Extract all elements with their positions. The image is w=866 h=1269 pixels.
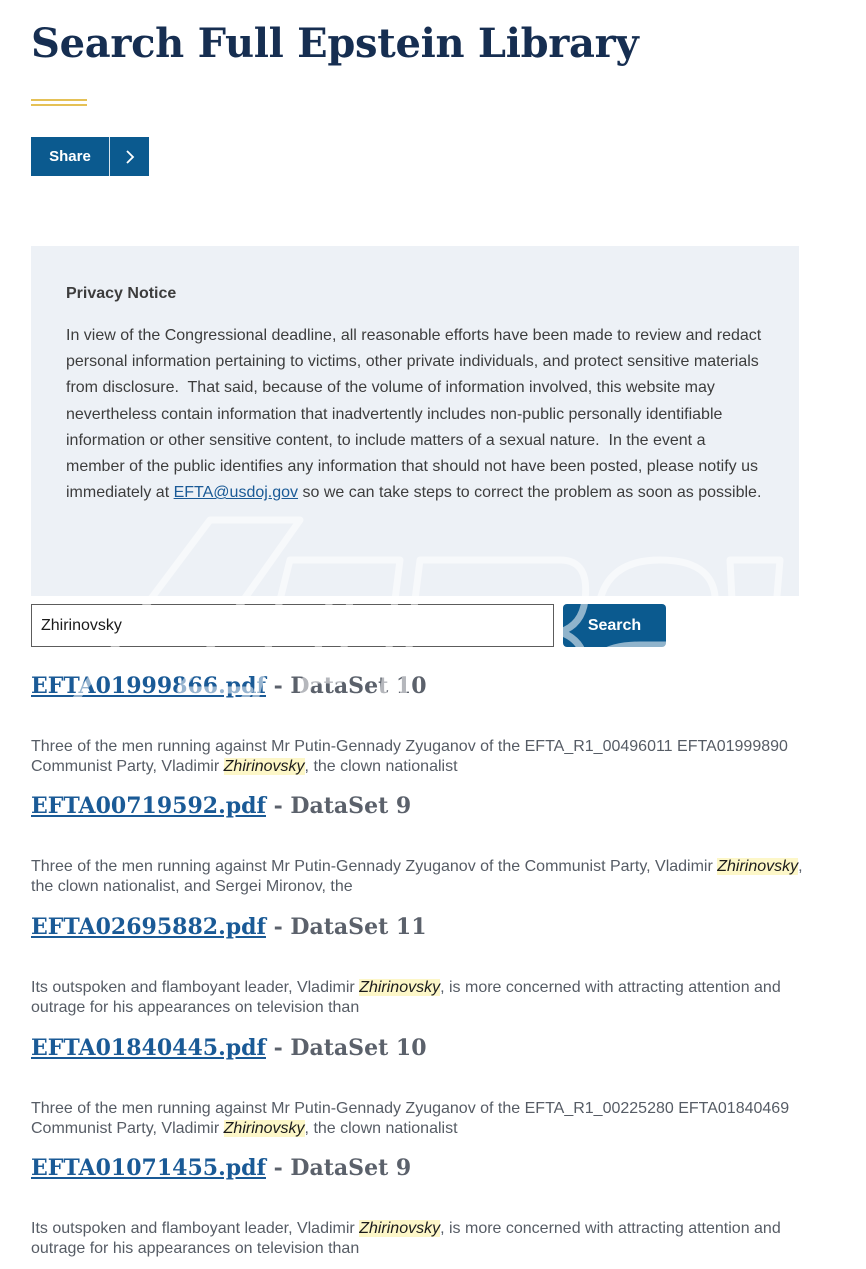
title-accent-rule <box>31 99 87 108</box>
result-item <box>31 671 821 777</box>
result-heading <box>31 791 821 821</box>
snippet-text: , is more concerned with attracting attention and outrage for his appearances on television than <box>31 1220 781 1257</box>
privacy-email-link[interactable]: EFTA@usdoj.gov <box>173 484 299 502</box>
snippet-highlight: Zhirinovsky <box>359 1220 441 1237</box>
result-snippet <box>31 1099 821 1139</box>
result-file-link[interactable]: EFTA01840445.pdf <box>31 1035 266 1061</box>
snippet-highlight: Zhirinovsky <box>223 758 305 775</box>
snippet-highlight: Zhirinovsky <box>223 1120 305 1137</box>
result-item <box>31 1033 821 1139</box>
share-divider <box>109 137 110 176</box>
share-label: Share <box>49 148 91 165</box>
chevron-right-icon <box>110 137 149 176</box>
result-snippet <box>31 737 821 777</box>
search-input[interactable] <box>31 604 554 647</box>
result-item <box>31 912 821 1018</box>
snippet-text: , the clown nationalist, and Sergei Mironov, the <box>31 858 803 895</box>
snippet-highlight: Zhirinovsky <box>717 858 799 875</box>
privacy-notice <box>31 246 799 596</box>
result-snippet <box>31 1219 821 1259</box>
privacy-notice-title: Privacy Notice <box>66 285 177 302</box>
result-heading <box>31 1033 821 1063</box>
snippet-text: , the clown nationalist <box>304 1120 458 1137</box>
snippet-text: Its outspoken and flamboyant leader, Vladimir <box>31 1220 360 1237</box>
result-snippet <box>31 978 821 1018</box>
result-dataset: - DataSet 10 <box>265 1035 427 1061</box>
result-dataset: - DataSet 9 <box>265 793 412 819</box>
result-file-link[interactable]: EFTA00719592.pdf <box>31 793 266 819</box>
snippet-text: , the clown nationalist <box>304 758 458 775</box>
result-file-link[interactable]: EFTA01071455.pdf <box>31 1155 266 1181</box>
result-heading <box>31 912 821 942</box>
result-item <box>31 1153 821 1259</box>
result-dataset: - DataSet 10 <box>265 673 427 699</box>
privacy-notice-text <box>66 323 764 506</box>
privacy-text-part: so we can take steps to correct the problem as soon as possible. <box>298 484 762 502</box>
result-heading <box>31 1153 821 1183</box>
snippet-highlight: Zhirinovsky <box>359 979 441 996</box>
page-title: Search Full Epstein Library <box>31 20 639 67</box>
result-dataset: - DataSet 11 <box>265 914 427 940</box>
result-file-link[interactable]: EFTA01999866.pdf <box>31 673 266 699</box>
privacy-text-part: In view of the Congressional deadline, all reasonable efforts have been made to review and redact personal information pertaining to victims, other private individuals, and protect sensitive materials from disclosure. That said, because of the volume of information involved, this website may nevertheless contain information that inadvertently includes non-public personally identifiable information or other sensitive content, to include matters of a sexual nature. In the event a member of the public identifies any information that should not have been posted, please notify us immediately at <box>66 327 762 502</box>
snippet-text: Three of the men running against Mr Putin-Gennady Zyuganov of the EFTA_R1_00496011 EFTA01999890 Communist Party, Vladimir <box>31 738 788 775</box>
result-file-link[interactable]: EFTA02695882.pdf <box>31 914 266 940</box>
result-snippet <box>31 857 821 897</box>
share-button[interactable] <box>31 137 149 176</box>
result-item <box>31 791 821 897</box>
snippet-text: Its outspoken and flamboyant leader, Vladimir <box>31 979 360 996</box>
snippet-text: Three of the men running against Mr Putin-Gennady Zyuganov of the Communist Party, Vladimir <box>31 858 718 875</box>
snippet-text: , is more concerned with attracting attention and outrage for his appearances on television than <box>31 979 781 1016</box>
result-heading <box>31 671 821 701</box>
result-dataset: - DataSet 9 <box>265 1155 412 1181</box>
snippet-text: Three of the men running against Mr Putin-Gennady Zyuganov of the EFTA_R1_00225280 EFTA01840469 Communist Party, Vladimir <box>31 1100 790 1137</box>
search-button[interactable]: Search <box>563 604 666 647</box>
